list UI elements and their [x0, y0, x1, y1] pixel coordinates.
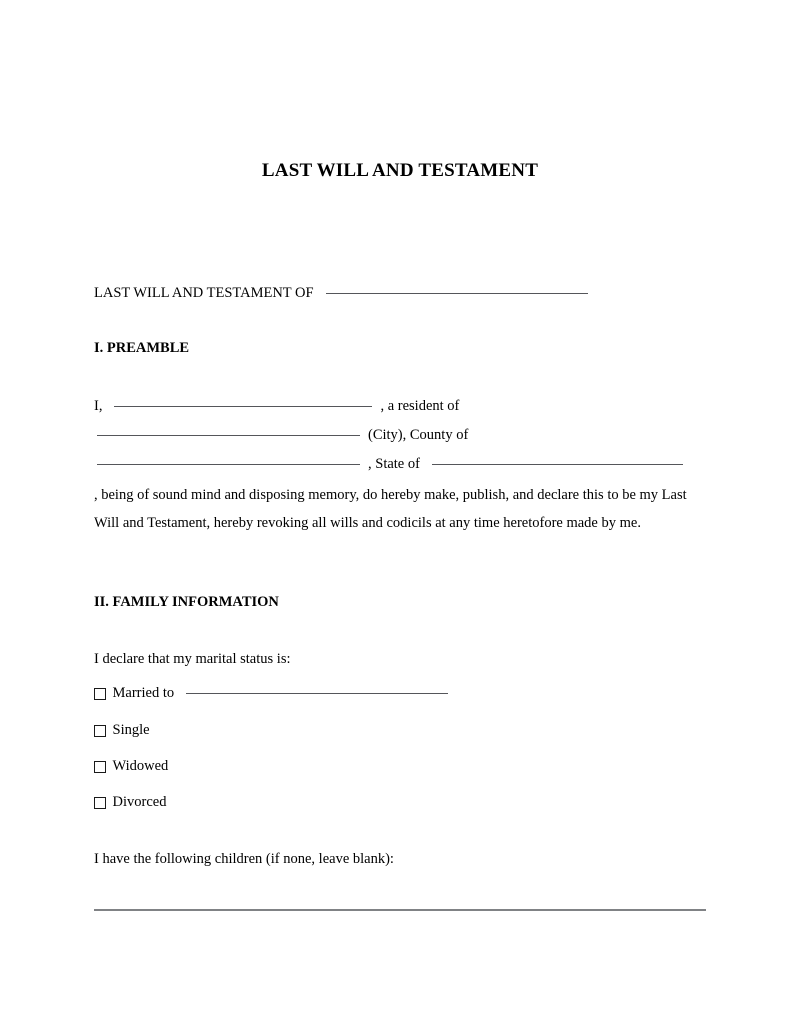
- state-blank[interactable]: [432, 464, 683, 465]
- will-of-line: [94, 286, 708, 301]
- checkbox-widowed-icon[interactable]: [94, 761, 106, 773]
- marital-status-prompt: I declare that my marital status is:: [94, 651, 291, 667]
- page-title: LAST WILL AND TESTAMENT: [261, 160, 539, 181]
- county-blank[interactable]: [97, 464, 360, 465]
- testator-name-blank[interactable]: [326, 293, 588, 294]
- marital-option-label: Divorced: [112, 794, 167, 810]
- spouse-name-blank[interactable]: [186, 693, 448, 694]
- city-blank[interactable]: [97, 435, 360, 436]
- preamble-resident-label: , a resident of: [380, 398, 460, 414]
- marital-option-label: Widowed: [112, 758, 169, 774]
- marital-option-widowed[interactable]: [94, 759, 708, 774]
- marital-option-label: Single: [112, 722, 150, 738]
- preamble-state-label: , State of: [368, 456, 420, 472]
- preamble-line-3: [94, 457, 708, 472]
- preamble-line-2: [94, 428, 708, 443]
- preamble-city-label: (City), County of: [368, 427, 469, 443]
- marital-option-label: Married to: [112, 685, 175, 701]
- preamble-line-1: [94, 399, 708, 414]
- section-heading-preamble: I. PREAMBLE: [94, 340, 190, 356]
- checkbox-single-icon[interactable]: [94, 725, 106, 737]
- marital-option-divorced[interactable]: [94, 795, 708, 810]
- marital-option-single[interactable]: [94, 723, 708, 738]
- will-of-label: LAST WILL AND TESTAMENT OF: [94, 285, 314, 301]
- children-prompt: I have the following children (if none, leave blank):: [94, 851, 394, 867]
- marital-option-married[interactable]: [94, 686, 708, 701]
- preamble-body-text: , being of sound mind and disposing memory, do hereby make, publish, and declare this to be my Last Will and Testament, hereby revoking all wills and codicils at any time heretofore made by me.: [94, 487, 687, 531]
- resident-name-blank[interactable]: [114, 406, 372, 407]
- preamble-i-label: I,: [94, 398, 103, 414]
- checkbox-divorced-icon[interactable]: [94, 797, 106, 809]
- section-heading-family-information: II. FAMILY INFORMATION: [94, 594, 279, 610]
- children-entry-rule[interactable]: [94, 909, 706, 911]
- checkbox-married-icon[interactable]: [94, 688, 106, 700]
